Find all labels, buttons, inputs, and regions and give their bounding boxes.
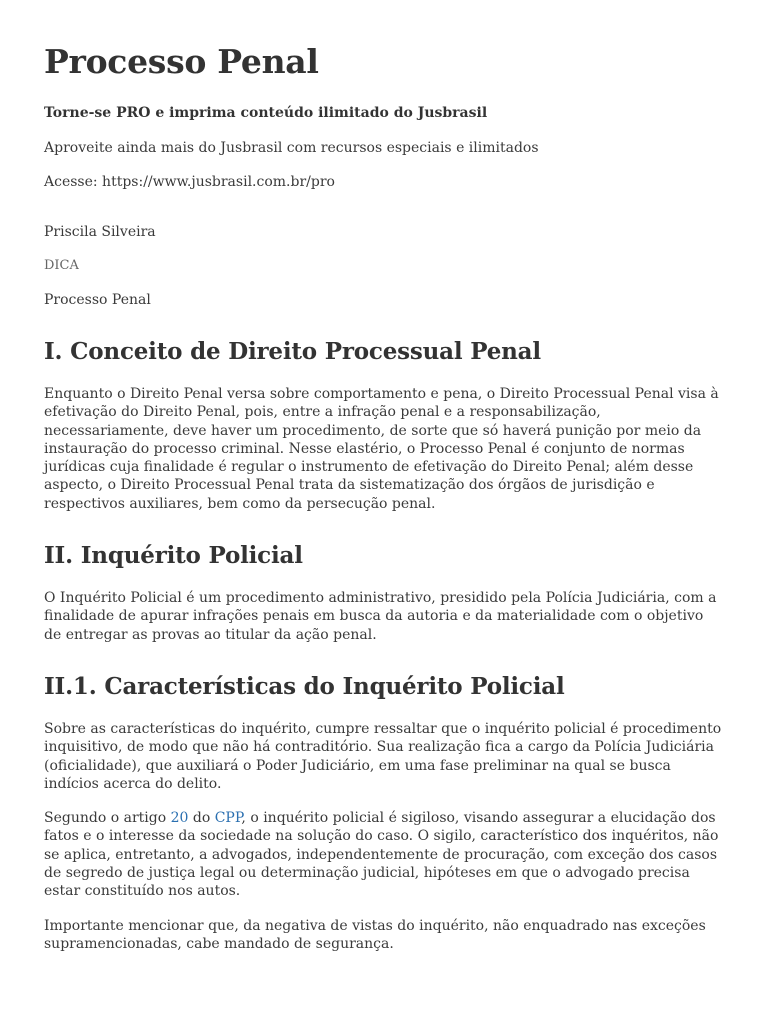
page-title: Processo Penal	[44, 42, 319, 81]
paragraph-conceito: Enquanto o Direito Penal versa sobre comportamento e pena, o Direito Processual Penal visa à efetivação do Direito Penal, pois, entre a infração penal e a responsabilização, necessariamente, deve haver um procedimento, de sorte que só haverá punição por meio da instauração do processo criminal. Nesse elastério, o Processo Penal é conjunto de normas jurídicas cuja finalidade é regular o instrumento de efetivação do Direito Penal; além desse aspecto, o Direito Processual Penal trata da sistematização dos órgãos de jurisdição e respectivos auxiliares, bem como da persecução penal.	[44, 386, 719, 512]
paragraph-mandado: Importante mencionar que, da negativa de vistas do inquérito, não enquadrado nas exceções supramencionadas, cabe mandado de segurança.	[44, 917, 706, 952]
author-name[interactable]: Priscila Silveira	[44, 224, 156, 240]
promo-access-link[interactable]: Acesse: https://www.jusbrasil.com.br/pro	[44, 174, 335, 190]
article-subject: Processo Penal	[44, 292, 151, 308]
section-heading-caracteristicas: II.1. Características do Inquérito Policial	[44, 672, 565, 700]
paragraph-caracteristicas: Sobre as características do inquérito, cumpre ressaltar que o inquérito policial é procedimento inquisitivo, de modo que não há contraditório. Sua realização fica a cargo da Polícia Judiciária (oficialidade), que auxiliará o Poder Judiciário, em uma fase preliminar na qual se busca indícios acerca do delito.	[44, 720, 722, 792]
paragraph-inquerito: O Inquérito Policial é um procedimento administrativo, presidido pela Polícia Judiciária, com a finalidade de apurar infrações penais em busca da autoria e da materialidade com o objetivo de entregar as provas ao titular da ação penal.	[44, 590, 717, 643]
cpp-code-link[interactable]: CPP	[214, 810, 242, 827]
promo-heading: Torne-se PRO e imprima conteúdo ilimitado do Jusbrasil	[44, 105, 488, 121]
section-heading-inquerito: II. Inquérito Policial	[44, 542, 303, 570]
cpp-text-after: , o inquérito policial é sigiloso, visando assegurar a elucidação dos fatos e o interesse da sociedade na solução do caso. O sigilo, característico dos inquéritos, não se aplica, entretanto, a advogados, independentemente de procuração, com exceção dos casos de segredo de justiça legal ou determinação judicial, hipóteses em que o advogado precisa estar constituído nos autos.	[44, 810, 719, 900]
cpp-text-middle: do	[188, 810, 215, 827]
paragraph-sigilo	[44, 809, 724, 900]
cpp-text-before: Segundo o artigo	[44, 810, 171, 827]
section-heading-conceito: I. Conceito de Direito Processual Penal	[44, 338, 541, 365]
promo-subtitle: Aproveite ainda mais do Jusbrasil com recursos especiais e ilimitados	[44, 140, 539, 156]
cpp-article-link[interactable]: 20	[170, 810, 189, 827]
article-type-tag: DICA	[44, 258, 79, 273]
